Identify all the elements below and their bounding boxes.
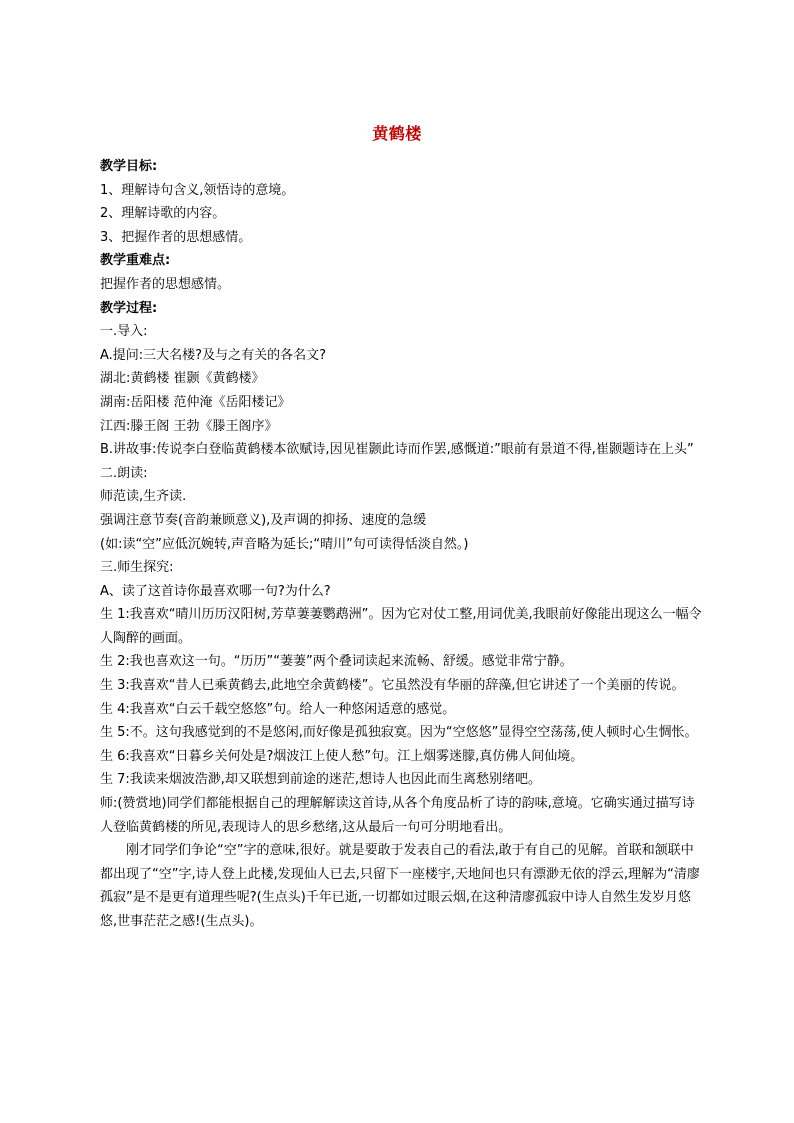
key-point-text: 把握作者的思想感情。 [100,276,231,292]
reading-example: (如:读“空”应低沉婉转,声音略为延长;“晴川”句可读得恬淡自然。) [100,536,469,552]
intro-question: A.提问:三大名楼?及与之有关的各名文? [100,347,326,363]
step-heading-inquiry: 三.师生探究: [100,560,174,576]
tower-jiangxi: 江西:滕王阁 王勃《滕王阁序》 [100,418,278,434]
page-title: 黄鹤楼 [372,124,422,143]
document-body [100,155,702,934]
step-heading-reading: 二.朗读: [100,465,148,481]
student-response-2: 生 2:我也喜欢这一句。“历历”“萋萋”两个叠词读起来流畅、舒缓。感觉非常宁静。 [100,654,573,670]
student-response-4: 生 4:我喜欢“白云千载空悠悠”句。给人一种悠闲适意的感觉。 [100,701,456,717]
goal-item-1: 1、理解诗句含义,领悟诗的意境。 [100,182,295,198]
tower-hubei: 湖北:黄鹤楼 崔颢《黄鹤楼》 [100,371,265,387]
section-heading-process: 教学过程: [100,300,158,316]
student-response-3: 生 3:我喜欢“昔人已乘黄鹤去,此地空余黄鹤楼”。它虽然没有华丽的辞藻,但它讲述了一个美丽的传说。 [100,678,685,694]
teacher-analysis: 刚才同学们争论“空”字的意味,很好。就是要敢于发表自己的看法,敢于有自己的见解。首联和颔联中都出现了“空”字,诗人登上此楼,发现仙人已去,只留下一座楼宇,天地间也只有漂渺无依的浮云,理解为“清廖孤寂”是不是更有道理些呢?(生点头)千年已逝,一切都如过眼云烟,在这种清廖孤寂中诗人自然生发岁月悠悠,世事茫茫之感!(生点头)。 [100,843,700,929]
intro-story: B.讲故事:传说李白登临黄鹤楼本欲赋诗,因见崔颢此诗而作罢,感慨道:”眼前有景道不得,崔颢题诗在上头” [100,442,694,458]
student-response-7: 生 7:我读来烟波浩渺,却又联想到前途的迷茫,想诗人也因此而生离愁别绪吧。 [100,772,542,788]
tower-hunan: 湖南:岳阳楼 范仲淹《岳阳楼记》 [100,394,291,410]
reading-emphasis: 强调注意节奏(音韵兼顾意义),及声调的抑扬、速度的急缓 [100,512,427,528]
goal-item-2: 2、理解诗歌的内容。 [100,206,226,222]
student-response-6: 生 6:我喜欢“日暮乡关何处是?烟波江上使人愁”句。江上烟雾迷朦,真仿佛人间仙境。 [100,748,584,764]
student-response-1: 生 1:我喜欢“晴川历历汉阳树,芳草萋萋鹦鹉洲”。因为它对仗工整,用词优美,我眼前好像能出现这么一幅令人陶醉的画面。 [100,607,702,646]
inquiry-question: A、读了这首诗你最喜欢哪一句?为什么? [100,583,331,599]
section-heading-goals: 教学目标: [100,159,158,174]
section-heading-key-points: 教学重难点: [100,253,171,269]
goal-item-3: 3、把握作者的思想感情。 [100,229,252,245]
student-response-5: 生 5:不。这句我感觉到的不是悠闲,而好像是孤独寂寞。因为“空悠悠”显得空空荡荡,使人顿时心生惆怅。 [100,725,698,741]
reading-instruction: 师范读,生齐读. [100,489,187,505]
teacher-comment: 师:(赞赏地)同学们都能根据自己的理解解读这首诗,从各个角度品析了诗的韵味,意境。它确实通过描写诗人登临黄鹤楼的所见,表现诗人的思乡愁绪,这从最后一句可分明地看出。 [100,796,695,835]
step-heading-intro: 一.导入: [100,324,148,340]
